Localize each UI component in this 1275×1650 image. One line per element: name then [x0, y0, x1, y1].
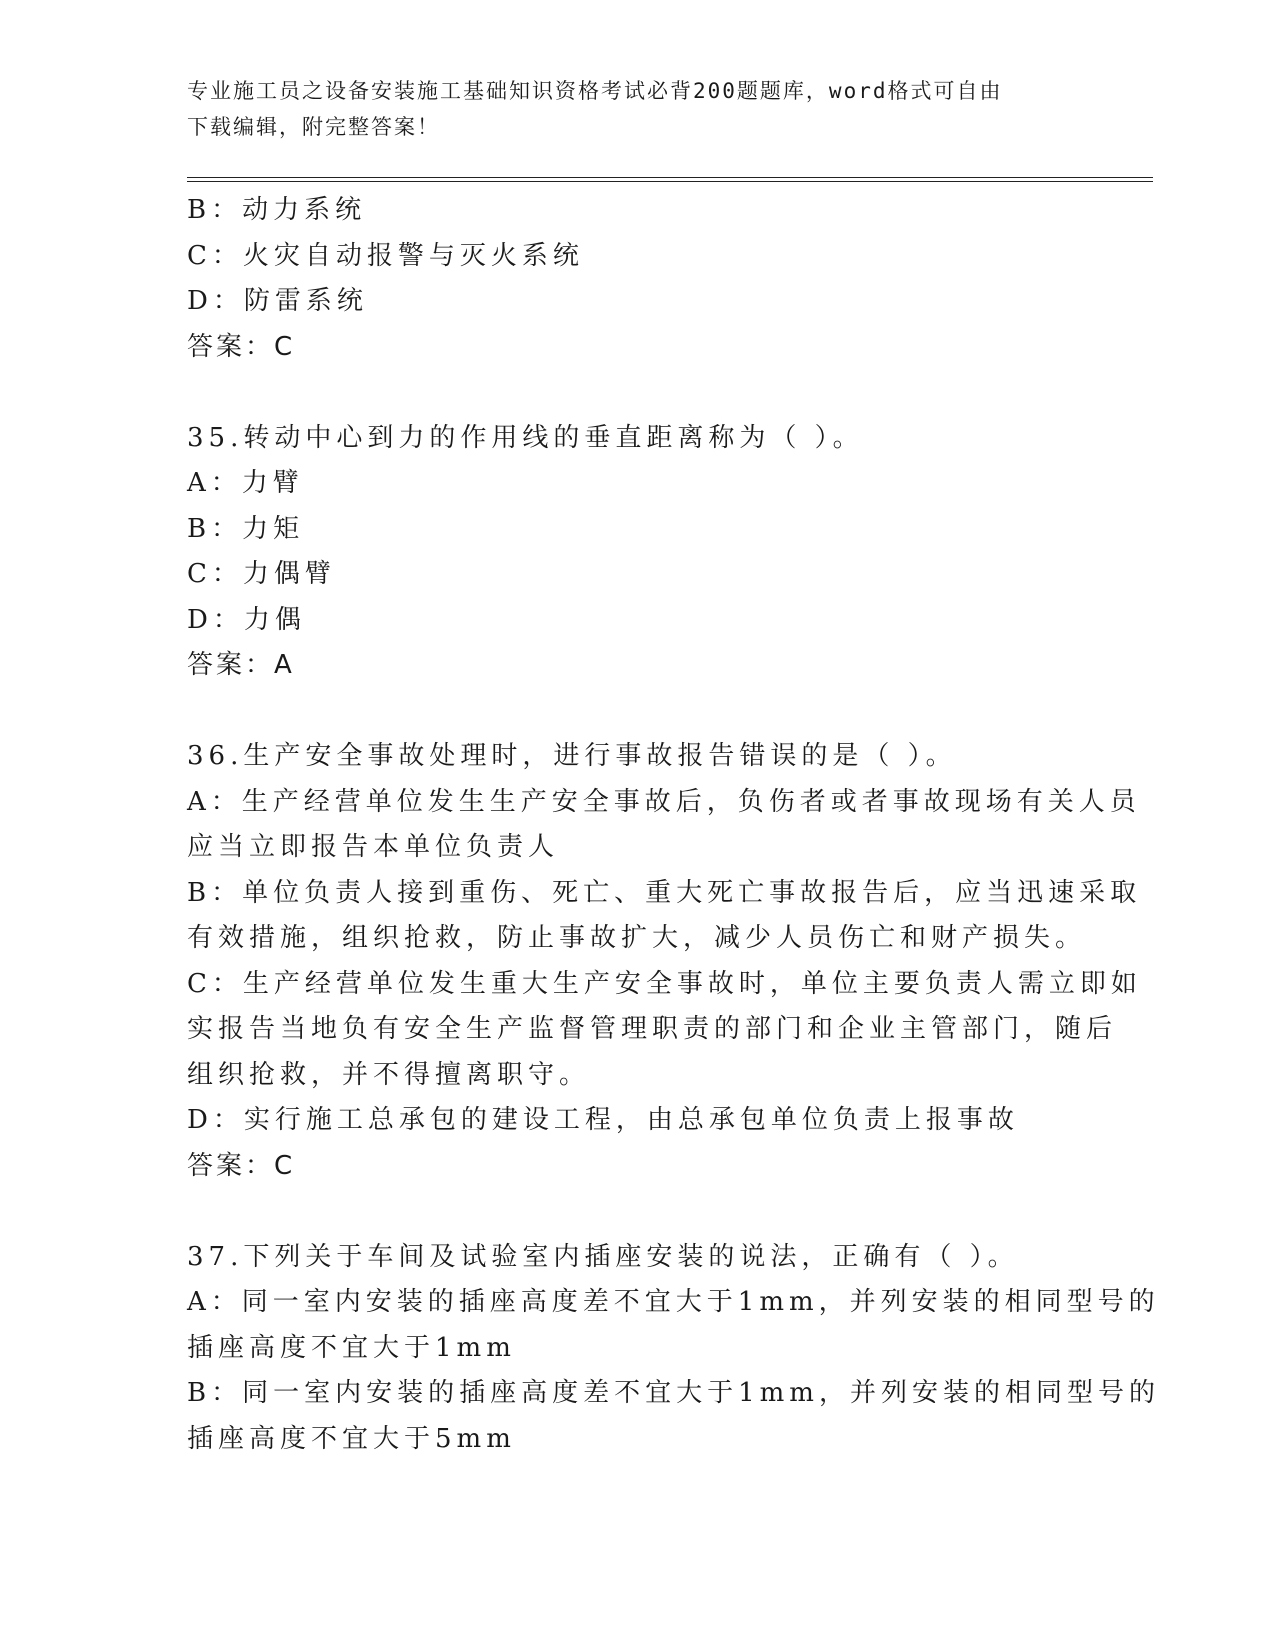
option-b: B：动力系统: [187, 195, 367, 225]
option-b-line-2: 插座高度不宜大于5mm: [187, 1423, 516, 1454]
document-header: [187, 73, 1067, 145]
option-b: [187, 1371, 1160, 1462]
option-b: B：力矩: [187, 513, 305, 544]
answer: 答案：A: [187, 650, 295, 680]
option-d: D：力偶: [187, 604, 306, 635]
option-a-line-1: A：生产经营单位发生生产安全事故后，负伤者或者事故现场有关人员: [187, 786, 1141, 817]
option-c-line-2: 实报告当地负有安全生产监督管理职责的部门和企业主管部门，随后: [187, 1014, 1118, 1044]
spacer: [187, 689, 1087, 735]
question-37: [187, 1235, 1160, 1463]
header-divider: [187, 177, 1153, 182]
option-b-line-1: B：同一室内安装的插座高度差不宜大于1mm，并列安装的相同型号的: [187, 1378, 1160, 1408]
option-d-line-1: D：实行施工总承包的建设工程，由总承包单位负责上报事故: [187, 1105, 1019, 1135]
option-c: C：力偶臂: [187, 559, 336, 589]
option-b-line-1: B：单位负责人接到重伤、死亡、重大死亡事故报告后，应当迅速采取: [187, 877, 1142, 908]
question-35: [187, 416, 1087, 689]
option-a-line-2: 应当立即报告本单位负责人: [187, 832, 560, 862]
option-c: C：火灾自动报警与灭火系统: [187, 240, 584, 271]
question-34: [187, 188, 1087, 370]
option-a-line-1: A：同一室内安装的插座高度差不宜大于1mm，并列安装的相同型号的: [187, 1287, 1160, 1317]
option-b-line-2: 有效措施，组织抢救，防止事故扩大，减少人员伤亡和财产损失。: [187, 923, 1087, 953]
option-a: A：力臂: [187, 468, 304, 498]
option-c: [187, 962, 1142, 1099]
option-a: [187, 1280, 1160, 1371]
header-line-2: 下载编辑，附完整答案！: [187, 115, 440, 139]
answer: 答案：C: [187, 1150, 296, 1181]
option-a: [187, 780, 1141, 871]
option-b: [187, 871, 1142, 962]
spacer: [187, 1189, 1087, 1235]
question-36: [187, 734, 1142, 1189]
question-list: [187, 188, 1160, 1462]
option-c-line-3: 组织抢救，并不得擅离职守。: [187, 1059, 591, 1090]
option-a-line-2: 插座高度不宜大于1mm: [187, 1332, 516, 1363]
option-c-line-1: C：生产经营单位发生重大生产安全事故时，单位主要负责人需立即如: [187, 968, 1142, 999]
question-stem: 37.下列关于车间及试验室内插座安装的说法，正确有（ ）。: [187, 1241, 1019, 1272]
spacer: [187, 370, 1087, 416]
header-line-1: 专业施工员之设备安装施工基础知识资格考试必背200题题库，word格式可自由: [187, 79, 1003, 103]
question-stem: 35.转动中心到力的作用线的垂直距离称为（ ）。: [187, 422, 864, 453]
answer: 答案：C: [187, 331, 296, 362]
question-stem: 36.生产安全事故处理时，进行事故报告错误的是（ ）。: [187, 741, 957, 771]
option-d: [187, 1098, 1087, 1144]
option-d: D：防雷系统: [187, 286, 368, 316]
